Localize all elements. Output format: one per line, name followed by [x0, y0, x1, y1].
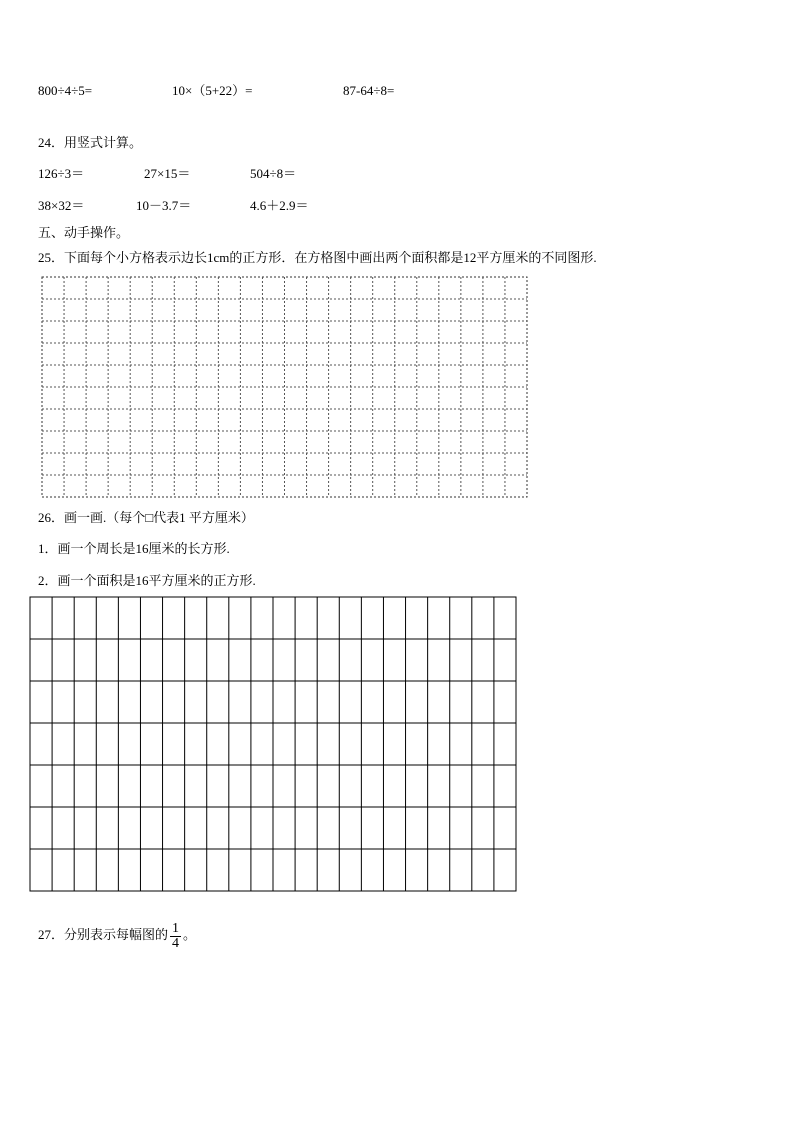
q27-suffix: 。 — [183, 927, 197, 942]
q24-expression-6: 4.6＋2.9＝ — [250, 198, 309, 213]
fraction-one-quarter — [170, 922, 181, 951]
q27-prefix: 27．分别表示每幅图的 — [38, 927, 169, 942]
section-heading: 五、动手操作。 — [38, 225, 130, 240]
q26-item-1: 1．画一个周长是16厘米的长方形. — [38, 541, 230, 556]
q26-title: 26．画一画.（每个□代表1 平方厘米） — [38, 510, 254, 525]
q27-line — [38, 920, 196, 951]
q24-expression-2: 27×15＝ — [144, 166, 191, 181]
arith-expression-2: 10×（5+22）= — [172, 83, 253, 98]
arith-expression-3: 87-64÷8= — [343, 83, 395, 98]
q24-title: 24．用竖式计算。 — [38, 135, 143, 150]
q25-dotted-grid[interactable] — [41, 276, 528, 498]
fraction-denominator: 4 — [172, 935, 180, 951]
q25-title: 25．下面每个小方格表示边长1cm的正方形．在方格图中画出两个面积都是12平方厘米的不同图形. — [38, 250, 597, 265]
q26-solid-grid[interactable] — [29, 596, 517, 892]
q24-expression-4: 38×32＝ — [38, 198, 85, 213]
q24-expression-3: 504÷8＝ — [250, 166, 297, 181]
q24-expression-5: 10－3.7＝ — [136, 198, 192, 213]
q26-item-2: 2．画一个面积是16平方厘米的正方形. — [38, 573, 256, 588]
arith-expression-1: 800÷4÷5= — [38, 83, 93, 98]
fraction-numerator: 1 — [172, 920, 180, 936]
q24-expression-1: 126÷3＝ — [38, 166, 85, 181]
